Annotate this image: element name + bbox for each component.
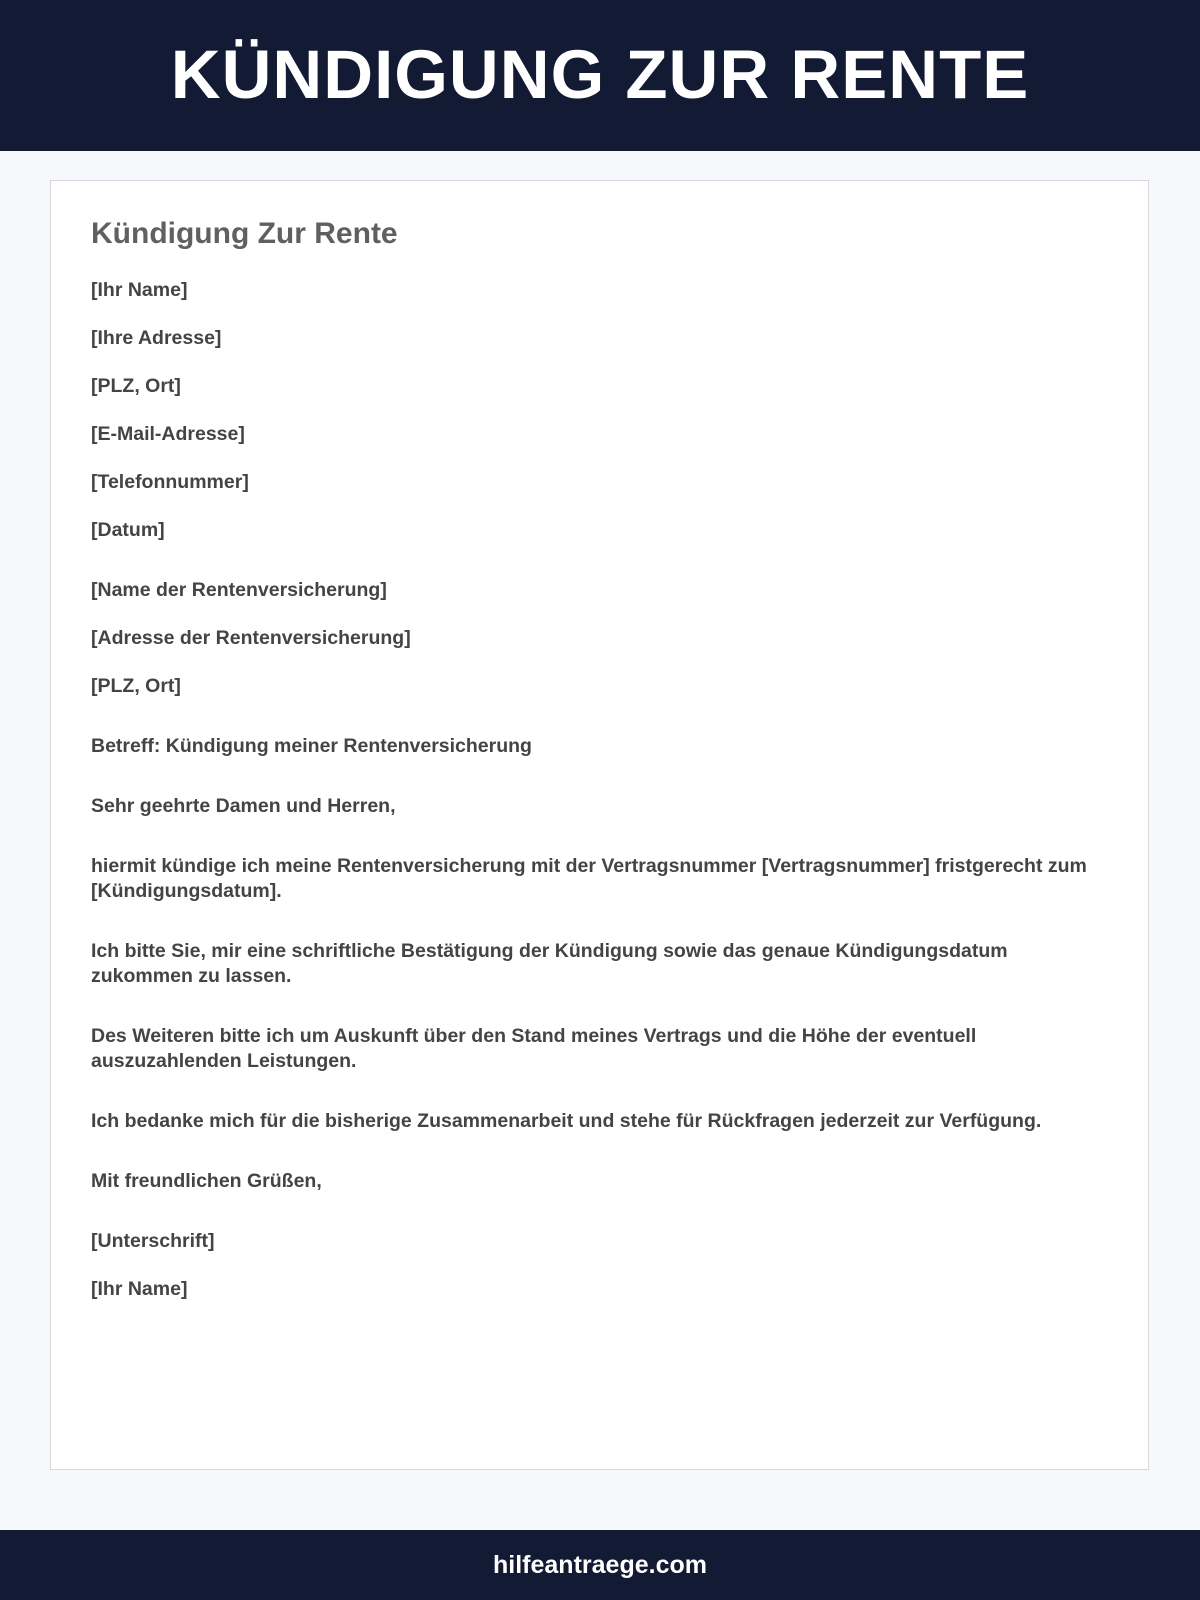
banner-title: KÜNDIGUNG ZUR RENTE — [170, 36, 1030, 113]
recipient-address: [Adresse der Rentenversicherung] — [91, 627, 411, 649]
sender-email: [E-Mail-Adresse] — [91, 423, 245, 445]
letter-date: [Datum] — [91, 519, 165, 541]
document-title: Kündigung Zur Rente — [91, 217, 398, 250]
body-paragraph-4: Ich bedanke mich für die bisherige Zusammenarbeit und stehe für Rückfragen jederzeit zur Verfügung. — [91, 1110, 1042, 1132]
body-paragraph-2: Ich bitte Sie, mir eine schriftliche Bestätigung der Kündigung sowie das genaue Kündigungsdatum zukommen zu lassen. — [91, 940, 1008, 987]
letter-card — [50, 180, 1149, 1470]
signature-placeholder: [Unterschrift] — [91, 1230, 215, 1252]
signer-name: [Ihr Name] — [91, 1278, 188, 1300]
subject-line: Betreff: Kündigung meiner Rentenversicherung — [91, 735, 532, 757]
recipient-name: [Name der Rentenversicherung] — [91, 579, 387, 601]
body-paragraph-3: Des Weiteren bitte ich um Auskunft über den Stand meines Vertrags und die Höhe der eventuell auszuzahlenden Leistungen. — [91, 1025, 977, 1072]
sender-city: [PLZ, Ort] — [91, 375, 181, 397]
body-paragraph-1: hiermit kündige ich meine Rentenversicherung mit der Vertragsnummer [Vertragsnummer] fristgerecht zum [Kündigungsdatum]. — [91, 855, 1087, 902]
sender-address: [Ihre Adresse] — [91, 327, 222, 349]
closing: Mit freundlichen Grüßen, — [91, 1170, 322, 1192]
sender-name: [Ihr Name] — [91, 279, 188, 301]
footer-site: hilfeantraege.com — [493, 1550, 707, 1579]
recipient-city: [PLZ, Ort] — [91, 675, 181, 697]
sender-phone: [Telefonnummer] — [91, 471, 249, 493]
salutation: Sehr geehrte Damen und Herren, — [91, 795, 396, 817]
footer-bar — [0, 1530, 1200, 1600]
header-banner — [0, 0, 1200, 151]
